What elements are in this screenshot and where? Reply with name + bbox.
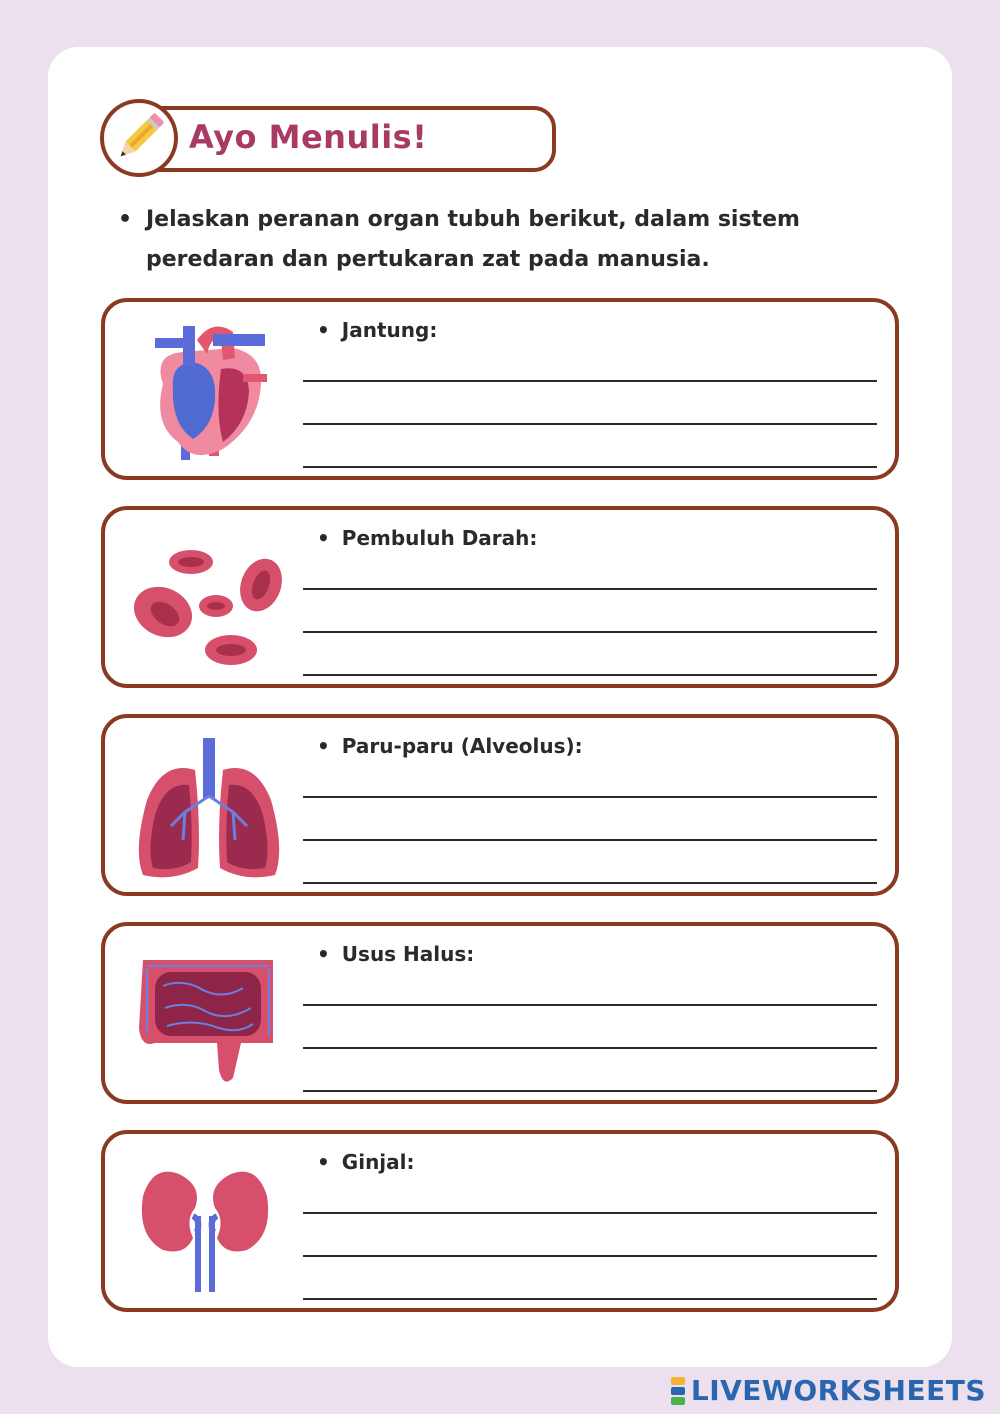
answer-line[interactable]	[303, 1298, 877, 1300]
card-pembuluh-darah	[101, 506, 899, 688]
instruction	[118, 200, 838, 280]
card-ginjal	[101, 1130, 899, 1312]
footer-brand	[671, 1374, 986, 1407]
instruction-text: Jelaskan peranan organ tubuh berikut, dalam sistem peredaran dan pertukaran zat pada manusia.	[146, 207, 800, 272]
kidneys-icon	[123, 1146, 293, 1296]
answer-line[interactable]	[303, 1004, 877, 1006]
pencil-icon	[104, 103, 174, 173]
card-label: • Usus Halus:	[317, 942, 475, 966]
blood-cells-icon	[123, 522, 293, 672]
answer-line[interactable]	[303, 588, 877, 590]
instruction-bullet: •	[118, 207, 133, 232]
card-jantung	[101, 298, 899, 480]
card-label: • Paru-paru (Alveolus):	[317, 734, 583, 758]
answer-line[interactable]	[303, 466, 877, 468]
card-usus-halus	[101, 922, 899, 1104]
answer-line[interactable]	[303, 631, 877, 633]
heart-icon	[123, 314, 293, 464]
answer-line[interactable]	[303, 1255, 877, 1257]
answer-line[interactable]	[303, 796, 877, 798]
answer-line[interactable]	[303, 1090, 877, 1092]
answer-line[interactable]	[303, 423, 877, 425]
card-paru-paru	[101, 714, 899, 896]
answer-line[interactable]	[303, 1047, 877, 1049]
answer-line[interactable]	[303, 882, 877, 884]
card-label: • Ginjal:	[317, 1150, 415, 1174]
answer-line[interactable]	[303, 839, 877, 841]
lungs-icon	[123, 730, 293, 880]
answer-line[interactable]	[303, 1212, 877, 1214]
liveworksheets-logo-icon	[671, 1376, 685, 1406]
pencil-badge	[100, 99, 178, 177]
brand-text: LIVEWORKSHEETS	[690, 1374, 986, 1407]
answer-line[interactable]	[303, 380, 877, 382]
page-title: Ayo Menulis!	[189, 118, 428, 156]
intestine-icon	[123, 938, 293, 1088]
answer-line[interactable]	[303, 674, 877, 676]
card-label: • Pembuluh Darah:	[317, 526, 538, 550]
card-label: • Jantung:	[317, 318, 438, 342]
